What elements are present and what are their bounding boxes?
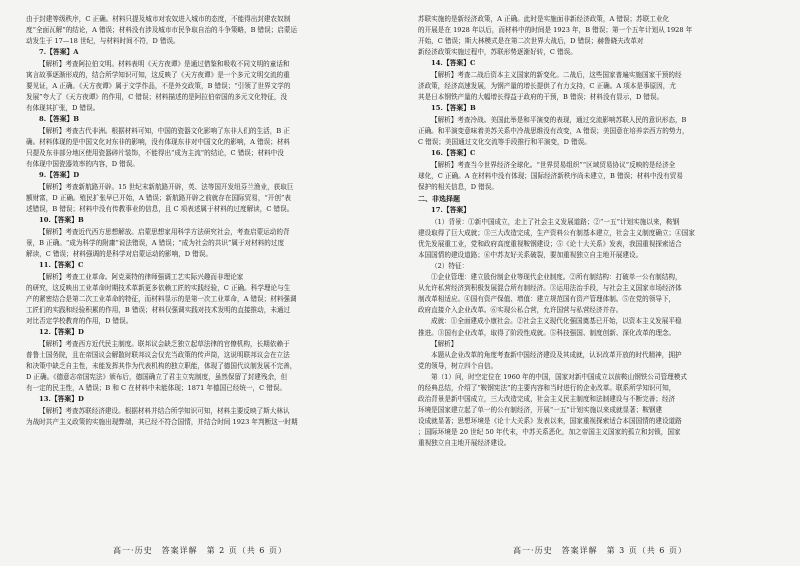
left-answers bbox=[26, 47, 386, 428]
answer-block bbox=[26, 260, 386, 327]
analysis-line: 【解析】考查西方近代民主制度。联邦议会缺乏独立起草法律的官僚机构，长期依赖于 bbox=[39, 339, 290, 348]
text-line: 本国国情的建设道路；⑥中苏友好关系破裂，要加重视独立自主地开展建设。 bbox=[418, 250, 643, 259]
text-line: 为战时共产主义政策的实施出现弊端，其已经不符合国情，并结合时间 1923 年判断这一时期 bbox=[26, 417, 298, 426]
text-line: 工匠们的实践和经验积累的作用，B 错误；材料仅强调实践对技术发明的直接推动，未通过 bbox=[26, 305, 291, 314]
text-line: 环境是国家建立起了单一的公有制经济，开展“一五”计划实施以来成就显著；鞍钢建 bbox=[418, 406, 663, 415]
text-line: （1）背景：①新中国成立，走上了社会主义发展道路；②“一五”计划实施以来，鞍钢 bbox=[431, 217, 680, 226]
text-line: 开始，C 错误；斯大林模式是在第二次世界大战后，D 错误；赫鲁晓夫改革对 bbox=[418, 37, 644, 46]
text-line: 优先发展重工业，党和政府高度重视鞍钢建设；⑤《论十大关系》发表，我国重视探索适合 bbox=[418, 239, 682, 248]
answer-block bbox=[418, 58, 778, 103]
text-line: 述错误，B 错误；材料中没有传教事业的信息，且 C 项表述属于材料的过度解读，C 错误。 bbox=[26, 205, 294, 214]
analysis-line: 【解析】考查冷战。美国此举是和平演变的表现，通过交流影响苏联人民的意识形态，B bbox=[431, 115, 687, 124]
text-line: 球化，C 正确。A 在材料中没有体现；国际经济新秩序尚未建立，B 错误；材料中没有贸易 bbox=[418, 171, 683, 180]
right-answers bbox=[418, 58, 778, 193]
answer-block bbox=[418, 103, 778, 148]
text-line: 建设取得了巨大成就；③三大改造完成，生产资料公有制基本建立，社会主义制度确立；④国家 bbox=[418, 228, 695, 237]
text-line: 制改革相适应。④国有资产保值、增值：建立规范国有资产管理体制。⑤在党的领导下， bbox=[418, 295, 676, 304]
analysis-line: 【解析】考查阿拉伯文明。材料表明《天方夜谭》是通过借鉴和吸收不同文明的童话和 bbox=[39, 59, 290, 68]
text-line: 第（1）问，时空定位在 1960 年的中国，国家对新中国成立以前鞍山钢铁公司管理模式 bbox=[431, 372, 687, 381]
text-line: 新经济政策实施过程中，苏联形势逐渐好转，C 错误。 bbox=[418, 48, 577, 57]
text-line: 额财富，D 正确。殖民扩张早已开始，A 错误；新航路开辟之前就存在国际贸易，“开创”表 bbox=[26, 194, 291, 202]
text-line: ①企业管理：建立股份制企业等现代企业制度。②所有制结构：打破单一公有制结构， bbox=[431, 273, 682, 282]
answer-block bbox=[26, 327, 386, 394]
text-line: 正确。和平演变意味着美苏关系中冷战思维没有改变，A 错误；美国意在培养亲西方的势力， bbox=[418, 126, 689, 135]
text-line: 成就：①全面建成小康社会。②社会主义现代化强国奠基已开始，以资本主义发展平稳 bbox=[431, 317, 682, 326]
text-line: 政治背景是新中国成立，三大改造完成，社会主义民主制度和法制建设与不断完善；经济 bbox=[418, 395, 676, 404]
answer-label: 9.【答案】D bbox=[39, 171, 80, 180]
answer-label: 7.【答案】A bbox=[39, 48, 79, 57]
text-line: 只提及东非部分地区使用瓷器碎片装饰，不能得出“成为主流”的结论，C 错误；材料中没 bbox=[26, 149, 284, 158]
text-line: 设成就显著；思想环境是《论十大关系》发表以来，国家重视探索适合本国国情的建设道路 bbox=[418, 417, 682, 426]
text-line: 发展”夸大了《天方夜谭》的作用，C 错误；材料描述的是阿拉伯帝国的多元文化特征，没 bbox=[26, 93, 288, 102]
analysis-line: 【解析】考查新航路开辟。15 世纪末新航路开辟，英、法等国开发纽芬兰渔业，获取巨 bbox=[39, 182, 294, 191]
text-line: D 正确。《德意志帝国宪法》颁布后，德国确立了君主立宪制度，虽然保留了封建残余，但 bbox=[26, 373, 288, 381]
text-line: 动发生于 17—18 世纪，与材料时间不符，D 错误。 bbox=[26, 37, 180, 46]
text-line: 产的紧密结合是第二次工业革命的特征，而材料显示的是第一次工业革命，A 错误；材料强调 bbox=[26, 294, 297, 303]
text-line: 的经典总结，介绍了“鞍钢宪法”的主要内容和当时进行的企业改革。联系所学知识可知， bbox=[418, 384, 676, 392]
text-line: 其是日本钢铁产量的大幅增长得益于政府的干预，B 错误；材料没有显示，D 错误。 bbox=[418, 93, 664, 102]
analysis-line: 【解析】考查苏联经济建设。根据材料并结合所学知识可知，材料主要反映了斯大林认 bbox=[39, 406, 290, 415]
q17-body bbox=[418, 217, 778, 450]
analysis-line: 【解析】考查当今世界经济全球化。“世界贸易组织”“区域贸易协议”反映的是经济全 bbox=[431, 160, 676, 169]
text-line: 普鲁士国务院，且在帝国议会解散时联邦议会仅充当政策的传声筒，这说明联邦议会在立法 bbox=[26, 350, 290, 359]
text-line: 对比否定学校教育的作用，D 错误。 bbox=[26, 317, 133, 326]
text-line: 【解析】 bbox=[431, 339, 458, 348]
answer-label: 8.【答案】B bbox=[39, 115, 80, 124]
answer-block bbox=[26, 47, 386, 114]
text-line: 推进。③国有企业改革，取得了阶段性成就。⑤科技强国、制度创新、深化改革的理念。 bbox=[418, 328, 676, 337]
text-line: 本题从企业改革的角度考查新中国经济建设及其成就，认识改革开放的时代精神，拥护 bbox=[431, 350, 682, 359]
text-line: ；国际环境是 20 世纪 50 年代末，中苏关系恶化，加之帝国主义国家的孤立和封锁，国家 bbox=[418, 428, 681, 437]
text-line: 党的领导，树立四个自信。 bbox=[418, 361, 498, 370]
text-line: 济政策，经济高速发展，为钢产量的增长提供了有力支持，C 正确。A 项本是事原因，尤 bbox=[418, 82, 676, 91]
left-intro bbox=[26, 14, 386, 47]
text-line: 确。材料体现的是中国文化对东非的影响，没有体现东非对中国文化的影响，A 错误；材料 bbox=[26, 138, 291, 147]
answer-block bbox=[418, 148, 778, 193]
answer-label: 10.【答案】B bbox=[39, 216, 84, 225]
page-footer-left: 高一·历史 答案详解 第 2 页（共 6 页） bbox=[113, 546, 287, 555]
text-line: 寓言故事逐渐形成的，结合所学知识可知，这反映了《天方夜谭》是一个多元文明交流的重 bbox=[26, 70, 290, 79]
text-line: 的研究，这反映出工业革命时期技术革新更多依赖工匠的实践经验，C 正确。科学理论与生 bbox=[26, 283, 291, 292]
text-line: 从允许私营经济到积极发展混合所有制经济。③运用法治手段，与社会主义国家市场经济体 bbox=[418, 284, 682, 293]
text-line: 要见证，A 正确。《天方夜谭》属于文学作品，不是外交政策，B 错误；“引领了世界文学的 bbox=[26, 82, 291, 91]
answer-label: 14.【答案】C bbox=[431, 59, 476, 68]
text-line: 保护的相关信息，D 错误。 bbox=[418, 182, 498, 191]
answer-label: 15.【答案】B bbox=[431, 104, 476, 113]
right-intro bbox=[418, 14, 778, 58]
text-line: 苏联实施的是新经济政策，A 正确。此时是实施面非新经济政策，A 错误；苏联工业化 bbox=[418, 15, 670, 23]
answer-block bbox=[26, 215, 386, 260]
analysis-line: 【解析】考查二战后资本主义国家的新变化。二战后，这些国家普遍实施国家干预的经 bbox=[431, 70, 682, 79]
text-line: 度“全面瓦解”的结论，A 错误；材料没有涉及城市市民争取自治的斗争策略，B 错误；启蒙运 bbox=[26, 26, 298, 35]
answer-label: 11.【答案】C bbox=[39, 261, 84, 270]
analysis-line: 【解析】考查工业革命。阿克莱特的律师强调工艺实际兴趣而非理论家 bbox=[39, 272, 244, 281]
answer-block bbox=[26, 394, 386, 428]
text-line: （2）特征： bbox=[431, 261, 469, 270]
text-line: 有体现其扩张，D 错误。 bbox=[26, 104, 100, 113]
text-line: 有一定的民主性，A 错误；B 和 C 在材料中未能体现；1871 年德国已经统一，C 错误。 bbox=[26, 384, 287, 393]
text-line: 重视独立自主地开展经济建设。 bbox=[418, 439, 511, 448]
answer-label: 12.【答案】D bbox=[39, 328, 84, 337]
page-footer-right: 高一·历史 答案详解 第 3 页（共 6 页） bbox=[513, 546, 687, 555]
answer-block bbox=[26, 170, 386, 215]
answer-label: 16.【答案】C bbox=[431, 149, 476, 158]
text-line: 解读，C 错误；材料强调的是科学对启蒙运动的影响，D 错误。 bbox=[26, 249, 212, 258]
answer-label: 13.【答案】D bbox=[39, 395, 84, 404]
text-line: C 错误；美国通过文化交流等手段推行和平演变，D 错误。 bbox=[418, 138, 591, 147]
section-heading: 二、非选择题 bbox=[418, 194, 460, 203]
analysis-line: 【解析】考查近代西方思想解放。启蒙思想家用科学方法研究社会，考查启蒙运动的背 bbox=[39, 227, 290, 236]
text-line: 有体现中国瓷器效率的内容，D 错误。 bbox=[26, 160, 139, 169]
right-page bbox=[400, 0, 800, 566]
text-line: 由于封建等级秩序，C 正确。材料只提及城市对农奴进入城市的态度，不能得出封建农奴制 bbox=[26, 15, 291, 23]
text-line: 景，B 正确。“成为科学的附庸”说法错误，A 错误；“成为社会的共识”属于对材料的过度 bbox=[26, 238, 285, 247]
text-line: 和决策中缺乏自主性，未能发挥其作为代表机构的独立职能，体现了德国代议制发展不完善， bbox=[26, 361, 297, 370]
answer-block bbox=[26, 114, 386, 170]
q17-answer-label: 17.【答案】 bbox=[431, 206, 471, 214]
text-line: 政府直接介入企业改革。⑥实现公私合营，允许国营与私营经济并存。 bbox=[418, 306, 623, 315]
text-line: 的开展是在 1928 年以后，而材料中的时间是 1923 年，B 错误；第一个五年计划从 1928 年 bbox=[418, 26, 693, 35]
analysis-line: 【解析】考查古代非洲。根据材料可知，中国的瓷器文化影响了东非人们的生活，B 正 bbox=[39, 126, 290, 135]
